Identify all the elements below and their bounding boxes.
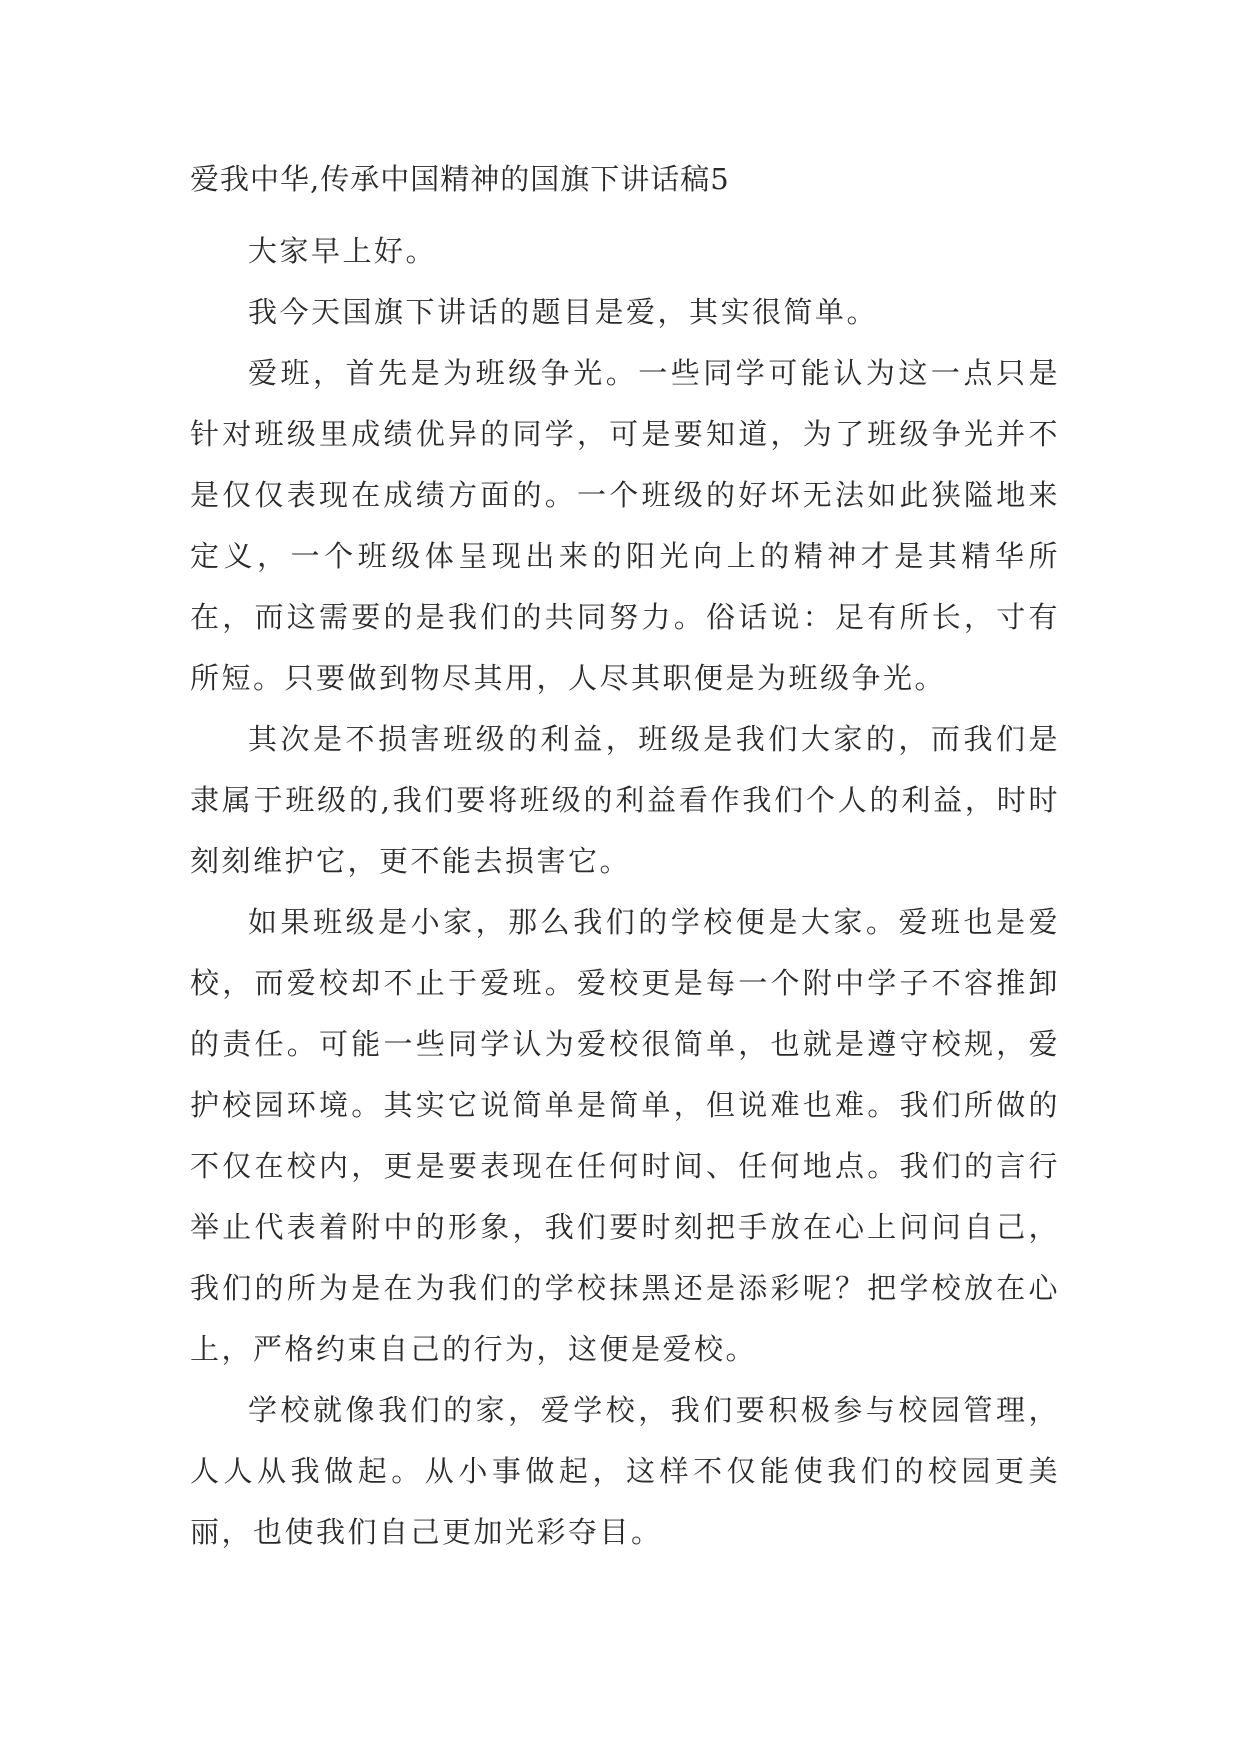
paragraph-topic: 我今天国旗下讲话的题目是爱，其实很简单。 [248,295,879,329]
paragraph-greeting: 大家早上好。 [248,234,438,268]
paragraph-love-class: 爱班，首先是为班级争光。一些同学可能认为这一点只是针对班级里成绩优异的同学，可是要知道，为了班级争光并不是仅仅表现在成绩方面的。一个班级的好坏无法如此狭隘地来定义，一个班级体呈现出来的阳光向上的精神才是其精华所在，而这需要的是我们的共同努力。俗话说：足有所长，寸有所短。只要做到物尽其用，人尽其职便是为班级争光。 [190,356,1060,695]
document-title: 爱我中华,传承中国精神的国旗下讲话稿5 [190,162,730,196]
paragraph-school-home: 学校就像我们的家，爱学校，我们要积极参与校园管理，人人从我做起。从小事做起，这样不仅能使我们的校园更美丽，也使我们自己更加光彩夺目。 [190,1393,1060,1549]
document-page [190,160,1060,1563]
paragraph-love-school: 如果班级是小家，那么我们的学校便是大家。爱班也是爱校，而爱校却不止于爱班。爱校更是每一个附中学子不容推卸的责任。可能一些同学认为爱校很简单，也就是遵守校规，爱护校园环境。其实它说简单是简单，但说难也难。我们所做的不仅在校内，更是要表现在任何时间、任何地点。我们的言行举止代表着附中的形象，我们要时刻把手放在心上问问自己，我们的所为是在为我们的学校抹黑还是添彩呢？把学校放在心上，严格约束自己的行为，这便是爱校。 [190,905,1060,1366]
paragraph-class-interest: 其次是不损害班级的利益，班级是我们大家的，而我们是隶属于班级的,我们要将班级的利益看作我们个人的利益，时时刻刻维护它，更不能去损害它。 [190,722,1060,878]
